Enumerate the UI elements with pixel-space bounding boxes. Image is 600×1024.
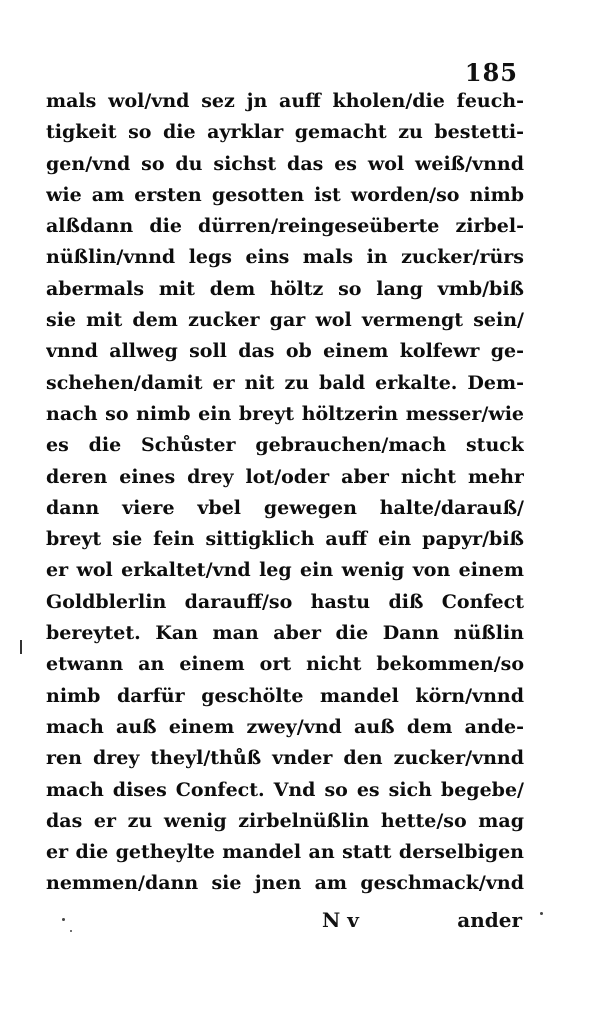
ink-speck (62, 918, 65, 921)
text-line: mach dises Confect. Vnd so es sich begebe/ (46, 778, 524, 801)
text-line: nüßlin/vnnd legs eins mals in zucker/rürs (46, 246, 524, 269)
text-line: tigkeit so die ayrklar gemacht zu bestetti- (46, 121, 524, 144)
signature-mark: N v (322, 908, 359, 932)
text-line: das er zu wenig zirbelnüßlin hette/so mag (46, 809, 524, 832)
footer-catchwords (322, 908, 522, 932)
text-line: Goldblerlin darauff/so hastu diß Confect (46, 590, 524, 613)
text-line: nemmen/dann sie jnen am geschmack/vnd (46, 872, 524, 895)
catchword: ander (457, 908, 522, 932)
ink-speck (540, 912, 543, 915)
text-line: wie am ersten gesotten ist worden/so nimb (46, 183, 524, 206)
text-line: alßdann die dürren/reingeseüberte zirbel- (46, 215, 524, 238)
text-line: nimb darfür geschölte mandel körn/vnnd (46, 684, 524, 707)
text-line: deren eines drey lot/oder aber nicht mehr (46, 465, 524, 488)
page-number: 185 (464, 58, 518, 87)
text-line: nach so nimb ein breyt höltzerin messer/wie (46, 402, 524, 425)
body-text (46, 86, 524, 900)
text-line: mach auß einem zwey/vnd auß dem ande- (46, 715, 524, 738)
text-line: schehen/damit er nit zu bald erkalte. Dem- (46, 371, 524, 394)
text-line: sie mit dem zucker gar wol vermengt sein/ (46, 309, 524, 332)
text-line: ren drey theyl/thůß vnder den zucker/vnnd (46, 747, 524, 770)
text-line: etwann an einem ort nicht bekommen/so (46, 653, 524, 676)
text-line: er wol erkaltet/vnd leg ein wenig von einem (46, 559, 524, 582)
text-line: mals wol/vnd sez jn auff kholen/die feuch- (46, 90, 524, 112)
margin-mark (20, 640, 22, 654)
text-line: gen/vnd so du sichst das es wol weiß/vnnd (46, 152, 524, 175)
text-line: breyt sie fein sittigklich auff ein papyr/biß (46, 528, 524, 551)
text-line: bereytet. Kan man aber die Dann nüßlin (46, 622, 524, 645)
text-line: er die getheylte mandel an statt derselbigen (46, 841, 524, 864)
text-line: abermals mit dem höltz so lang vmb/biß (46, 277, 524, 300)
text-line: es die Schůster gebrauchen/mach stuck (46, 434, 524, 457)
ink-speck (70, 930, 72, 932)
text-line: vnnd allweg soll das ob einem kolfewr ge- (46, 340, 524, 363)
text-line: dann viere vbel gewegen halte/darauß/ (46, 496, 524, 519)
